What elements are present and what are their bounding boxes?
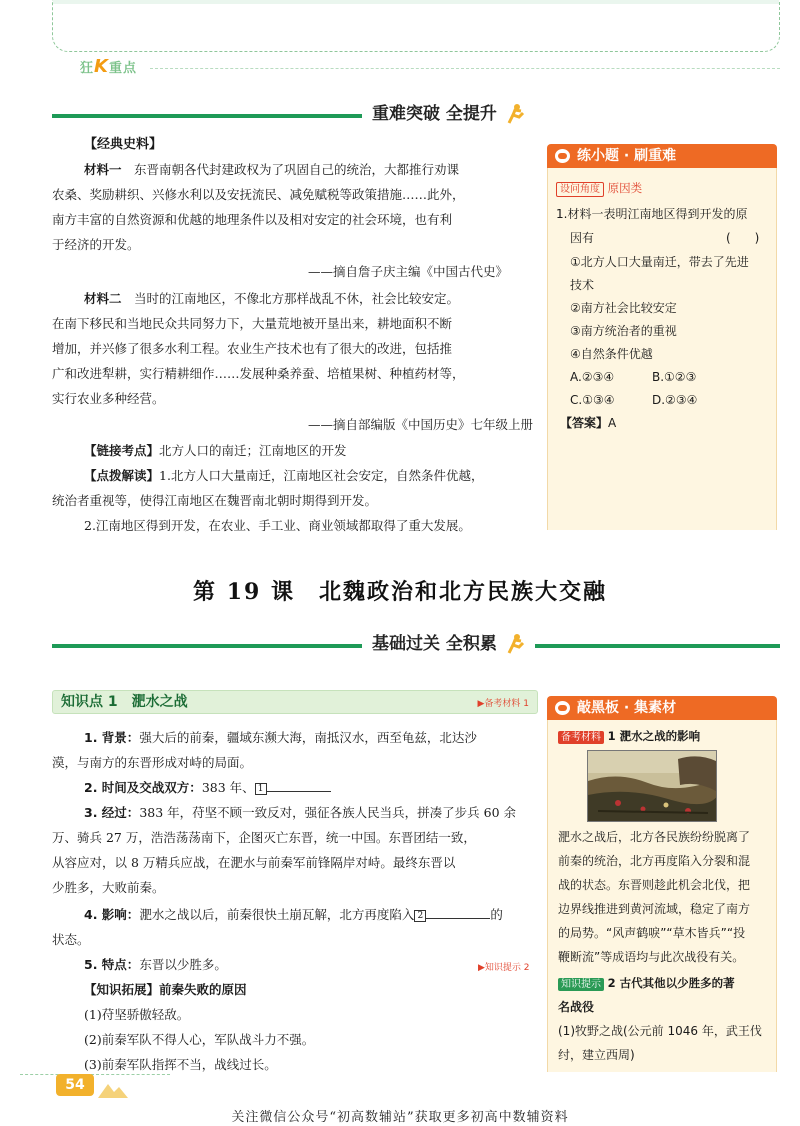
impact-line-1: 4. 影响：淝水之战以后，前秦很快土崩瓦解，北方再度陷入 2 的 [84, 907, 503, 922]
answer: 【答案】A [560, 416, 617, 430]
choice-b: B.①②③ [652, 370, 697, 384]
material-1-citation: ——摘自詹子庆主编《中国古代史》 [308, 264, 509, 279]
knowledge-tip-tag: 知识提示 2 古代其他以少胜多的著 [558, 974, 735, 992]
material-ref-tag: 备考材料 1 淝水之战的影响 [558, 727, 700, 745]
option-4: ④自然条件优越 [570, 347, 653, 361]
section-banner-basics: 基础过关 全积累 [52, 628, 780, 660]
analysis-line-1: 【点拨解读】1.北方人口大量南迁，江南地区社会安定，自然条件优越， [84, 468, 484, 483]
extension-item-1: (1)苻坚骄傲轻敌。 [84, 1007, 190, 1022]
fill-blank-1[interactable] [267, 780, 331, 792]
material-2-line-2: 在南下移民和当地民众共同努力下，大量荒地被开垦出来，耕地面积不断 [52, 316, 453, 331]
lesson-title: 第 19 课 北魏政治和北方民族大交融 [193, 579, 607, 605]
material-2-citation: ——摘自部编版《中国历史》七年级上册 [308, 417, 534, 432]
process-line-3: 从容应对，以 8 万精兵应战，在淝水与前秦军前锋隔岸对峙。最终东晋以 [52, 855, 456, 870]
material-2-line-3: 增加，并兴修了很多水利工程。农业生产技术也有了很大的改进，包括推 [52, 341, 453, 356]
header-divider [150, 68, 780, 69]
process-line-2: 万、骑兵 27 万，浩浩荡荡南下，企图灭亡东晋，统一中国。东晋团结一致， [52, 830, 476, 845]
material-1-line-4: 于经济的开发。 [52, 237, 140, 252]
brand-logo: 狂K重点 [80, 56, 137, 77]
chalkboard-badge-icon [553, 699, 572, 717]
example-line-2: 纣，建立西周) [558, 1048, 635, 1062]
runner-icon [503, 103, 525, 125]
extension-item-2: (2)前秦军队不得人心，军队战斗力不强。 [84, 1032, 315, 1047]
feature: 5. 特点：东晋以少胜多。 [84, 957, 227, 972]
extension-item-3: (3)前秦军队指挥不当，战线过长。 [84, 1057, 277, 1072]
top-frame [52, 0, 780, 52]
material-1-line-1: 材料一 东晋南朝各代封建政权为了巩固自己的统治，大都推行劝课 [84, 162, 460, 177]
material-2-line-1: 材料二 当时的江南地区，不像北方那样战乱不休，社会比较安定。 [84, 291, 460, 306]
analysis-line-2: 统治者重视等，使得江南地区在魏晋南北朝时期得到开发。 [52, 493, 378, 508]
fill-blank-2[interactable] [426, 907, 490, 919]
time-and-parties: 2. 时间及交战双方：383 年、 1 [84, 779, 331, 797]
impact-text-line-5: 的局势。“风声鹤唳”“草木皆兵”“投 [558, 926, 746, 940]
impact-text-line-1: 淝水之战后，北方各民族纷纷脱离了 [558, 830, 751, 844]
material-2-line-4: 广和改进犁耕，实行精耕细作……发展种桑养蚕、培植果树、种植药材等， [52, 366, 465, 381]
pencil-badge-icon [553, 147, 572, 165]
mountain-icon [98, 1080, 128, 1098]
choice-c: C.①③④ [570, 393, 615, 407]
knowledge-tip-title-cont: 名战役 [558, 1000, 595, 1014]
sidebar-practice-header: 练小题 · 刷重难 [547, 144, 777, 168]
material-2-line-5: 实行农业多种经营。 [52, 391, 165, 406]
material-1-line-3: 南方丰富的自然资源和优越的地理条件以及相对安定的社会环境，也有利 [52, 212, 453, 227]
page-number: 54 [56, 1074, 94, 1096]
material-ref-1: ▶备考材料 1 [477, 699, 529, 709]
source-heading: 【经典史料】 [84, 137, 163, 152]
extension-heading: 【知识拓展】前秦失败的原因 [84, 982, 247, 997]
question-angle-tag: 设问角度 原因类 [556, 179, 642, 197]
option-1: ①北方人口大量南迁，带去了先进 [570, 255, 749, 269]
question-1-line-2: 因有 [570, 231, 595, 245]
process-line-4: 少胜多，大败前秦。 [52, 880, 165, 895]
section-banner-key-points: 重难突破 全提升 [52, 98, 780, 130]
impact-text-line-2: 前秦的统治，北方再度陷入分裂和混 [558, 854, 751, 868]
option-1-cont: 技术 [570, 278, 595, 292]
footer-note: 关注微信公众号“初高数辅站”获取更多初高中数辅资料 [231, 1110, 569, 1125]
question-1-paren: ( ) [726, 231, 760, 245]
process-line-1: 3. 经过：383 年，苻坚不顾一致反对，强征各族人民当兵，拼凑了步兵 60 余 [84, 805, 516, 820]
choice-a: A.②③④ [570, 370, 615, 384]
option-2: ②南方社会比较安定 [570, 301, 677, 315]
footer-divider [20, 1074, 170, 1075]
impact-line-2: 状态。 [52, 932, 90, 947]
knowledge-point-title: 知识点 1 淝水之战 [61, 694, 188, 710]
material-1-line-2: 农桑、奖励耕织、兴修水利以及安抚流民、减免赋税等政策措施……此外， [52, 187, 465, 202]
runner-icon [503, 633, 525, 655]
knowledge-tip-ref-2: ▶知识提示 2 [478, 963, 530, 973]
question-1-line-1: 1.材料一表明江南地区得到开发的原 [556, 207, 748, 221]
impact-text-line-6: 鞭断流”等成语均与此次战役有关。 [558, 950, 745, 964]
impact-text-line-3: 战的状态。东晋则趁此机会北伐，把 [558, 878, 751, 892]
analysis-line-3: 2.江南地区得到开发，在农业、手工业、商业领域都取得了重大发展。 [84, 518, 471, 533]
option-3: ③南方统治者的重视 [570, 324, 677, 338]
impact-text-line-4: 边界线推进到黄河流域，稳定了南方 [558, 902, 751, 916]
example-line-1: (1)牧野之战(公元前 1046 年，武王伐 [558, 1024, 762, 1038]
choice-d: D.②③④ [652, 393, 698, 407]
battle-painting-image [587, 750, 717, 822]
sidebar-material-header: 敲黑板 · 集素材 [547, 696, 777, 720]
link-exam-point: 【链接考点】北方人口的南迁；江南地区的开发 [84, 443, 347, 458]
knowledge-point-bar [52, 690, 538, 714]
background-line-1: 1. 背景：强大后的前秦，疆域东濒大海，南抵汉水，西至龟兹，北达沙 [84, 730, 477, 745]
background-line-2: 漠，与南方的东晋形成对峙的局面。 [52, 755, 253, 770]
